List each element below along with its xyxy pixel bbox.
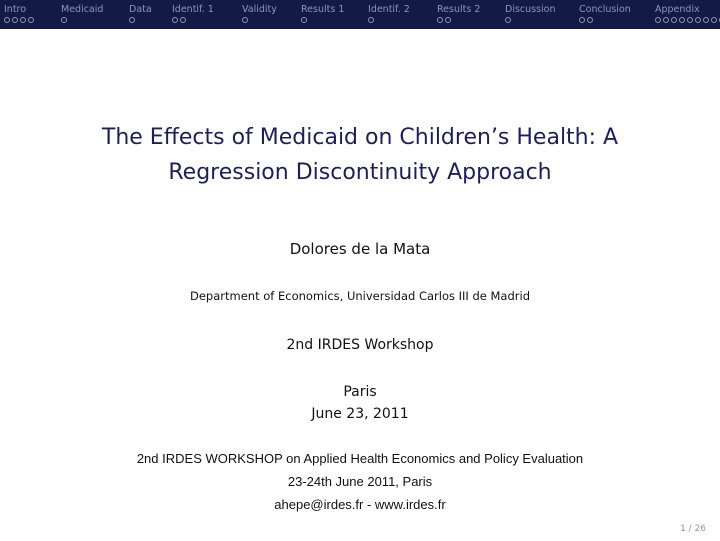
- slide-dot-icon[interactable]: [20, 17, 26, 23]
- slide-dot-icon[interactable]: [663, 17, 669, 23]
- nav-section-label: Conclusion: [579, 4, 631, 15]
- nav-section-label: Results 2: [437, 4, 481, 15]
- nav-section-label: Intro: [4, 4, 27, 15]
- slide-dot-icon[interactable]: [671, 17, 677, 23]
- nav-section-dots: [242, 17, 248, 23]
- nav-section-dots: [437, 17, 451, 23]
- nav-section-label: Validity: [242, 4, 277, 15]
- slide-dot-icon[interactable]: [505, 17, 511, 23]
- slide-dot-icon[interactable]: [61, 17, 67, 23]
- slide-dot-icon[interactable]: [687, 17, 693, 23]
- slide-dot-icon[interactable]: [679, 17, 685, 23]
- nav-section-label: Identif. 2: [368, 4, 410, 15]
- event-name: 2nd IRDES Workshop: [286, 337, 434, 353]
- slide-title-line-1: The Effects of Medicaid on Children’s Health: A: [101, 125, 619, 150]
- author-name: Dolores de la Mata: [289, 240, 431, 258]
- nav-section-dots: [505, 17, 511, 23]
- nav-section-dots: [579, 17, 593, 23]
- slide-dot-icon[interactable]: [180, 17, 186, 23]
- nav-section-dots: [4, 17, 34, 23]
- event-date: June 23, 2011: [311, 406, 409, 422]
- nav-section-dots: [301, 17, 307, 23]
- slide-dot-icon[interactable]: [12, 17, 18, 23]
- slide-dot-icon[interactable]: [695, 17, 701, 23]
- slide-dot-icon[interactable]: [655, 17, 661, 23]
- slide-dot-icon[interactable]: [4, 17, 10, 23]
- nav-section-dots: [172, 17, 186, 23]
- nav-section-label: Discussion: [505, 4, 556, 15]
- nav-section-label: Identif. 1: [172, 4, 214, 15]
- nav-section-dots: [129, 17, 135, 23]
- slide-dot-icon[interactable]: [242, 17, 248, 23]
- nav-section-label: Appendix: [655, 4, 700, 15]
- slide-dot-icon[interactable]: [703, 17, 709, 23]
- nav-section-dots: [368, 17, 374, 23]
- slide-dot-icon[interactable]: [437, 17, 443, 23]
- slide-title-line-2: Regression Discontinuity Approach: [168, 160, 552, 185]
- slide-dot-icon[interactable]: [129, 17, 135, 23]
- slide-dot-icon[interactable]: [28, 17, 34, 23]
- slide-dot-icon[interactable]: [587, 17, 593, 23]
- event-place: Paris: [343, 384, 377, 400]
- section-navigation-bar: [0, 0, 720, 29]
- slide-title: [0, 120, 720, 190]
- slide-dot-icon[interactable]: [368, 17, 374, 23]
- footer-workshop-title: 2nd IRDES WORKSHOP on Applied Health Economics and Policy Evaluation: [136, 451, 584, 466]
- slide-dot-icon[interactable]: [579, 17, 585, 23]
- nav-section-label: Data: [129, 4, 152, 15]
- slide-dot-icon[interactable]: [711, 17, 717, 23]
- nav-section-dots: [61, 17, 67, 23]
- page-number: 1 / 26: [680, 524, 706, 534]
- slide-dot-icon[interactable]: [301, 17, 307, 23]
- slide-dot-icon[interactable]: [445, 17, 451, 23]
- slide-dot-icon[interactable]: [172, 17, 178, 23]
- nav-section-label: Results 1: [301, 4, 345, 15]
- footer-contact: ahepe@irdes.fr - www.irdes.fr: [274, 497, 446, 512]
- nav-section-dots: [655, 17, 720, 23]
- author-institution: Department of Economics, Universidad Carlos III de Madrid: [190, 289, 530, 303]
- nav-section-label: Medicaid: [61, 4, 104, 15]
- footer-workshop-dates: 23-24th June 2011, Paris: [287, 474, 433, 489]
